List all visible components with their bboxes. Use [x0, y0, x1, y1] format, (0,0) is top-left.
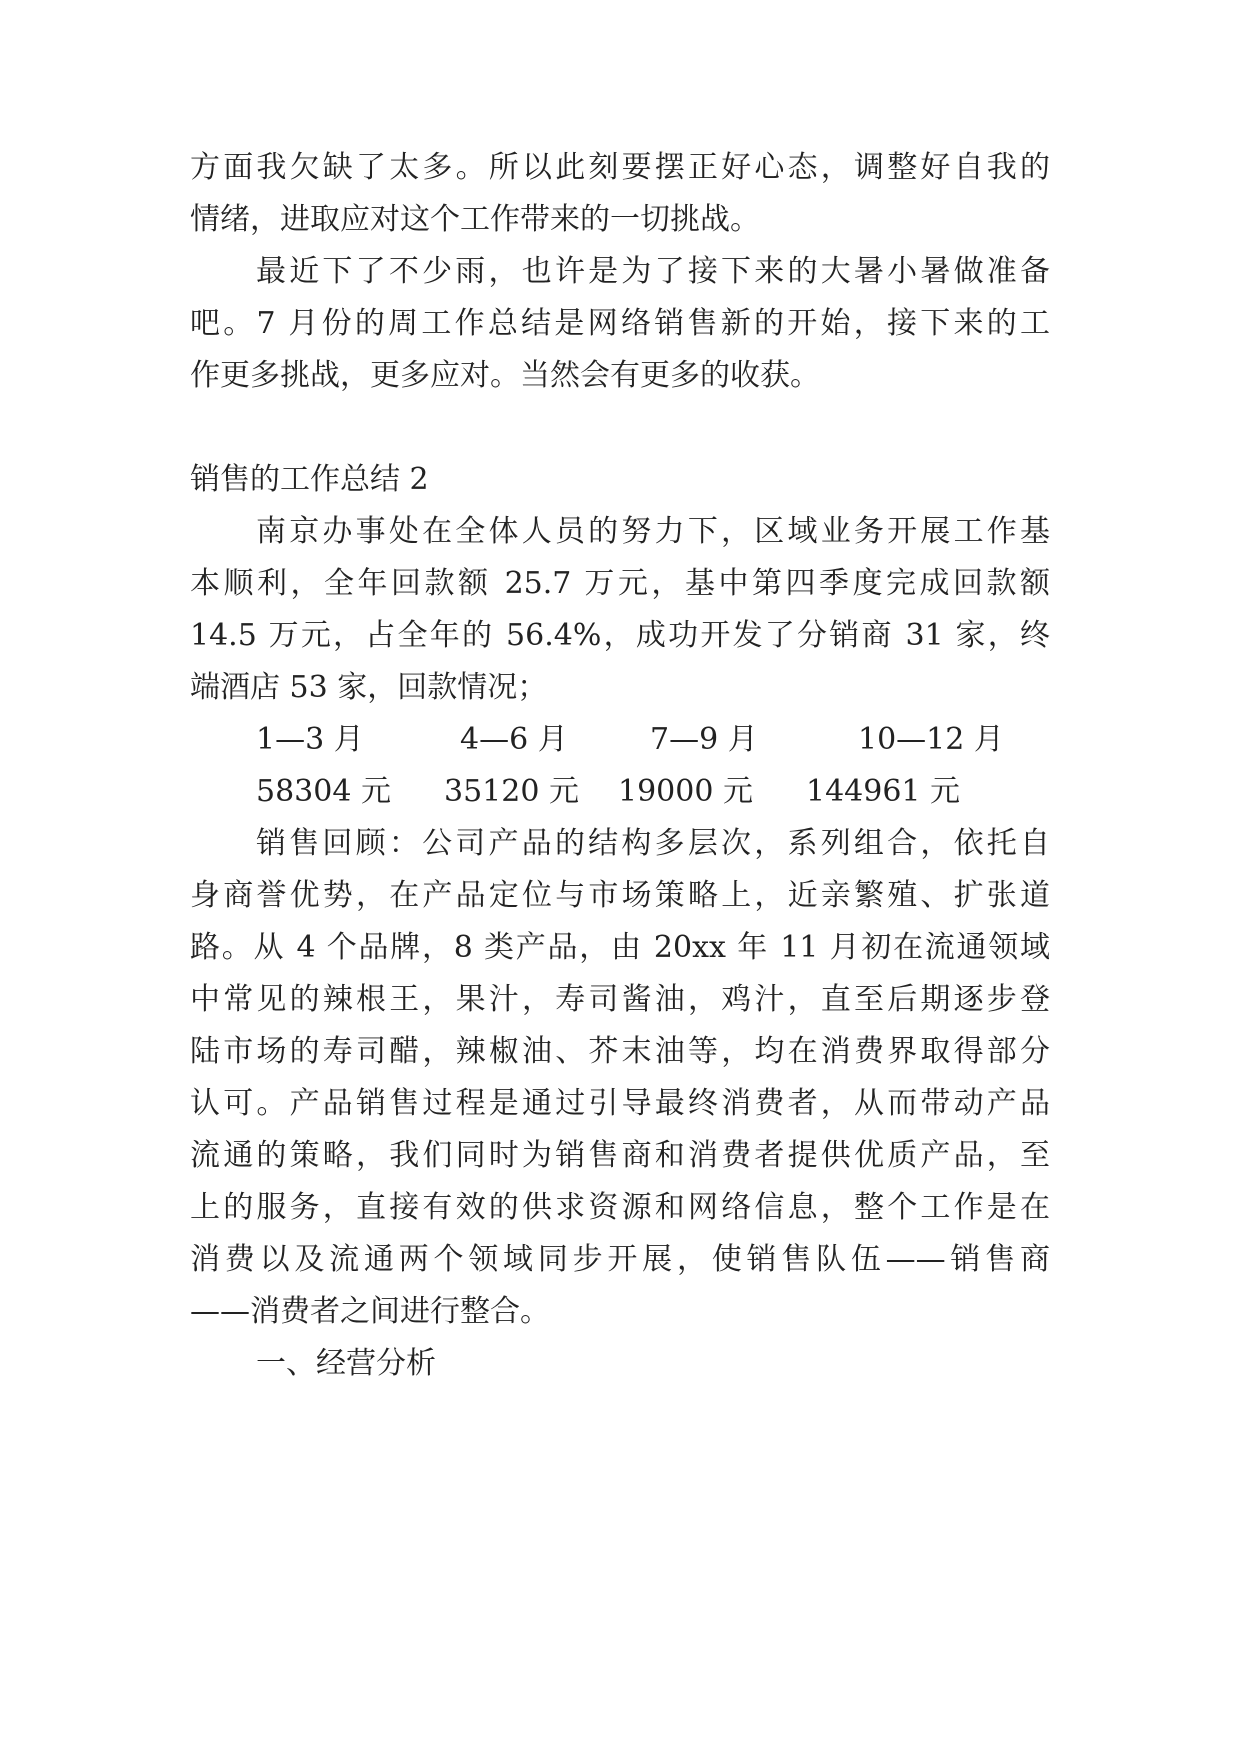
text-line: 流通的策略，我们同时为销售商和消费者提供优质产品，至 [190, 1138, 1050, 1173]
text-line: 陆市场的寿司醋，辣椒油、芥末油等，均在消费界取得部分 [190, 1034, 1050, 1069]
text-line: 端酒店 53 家，回款情况； [190, 670, 548, 705]
text-line: 14.5 万元，占全年的 56.4%，成功开发了分销商 31 家，终 [190, 618, 1050, 653]
text-line: 中常见的辣根王，果汁，寿司酱油，鸡汁，直至后期逐步登 [190, 982, 1050, 1017]
text-line: 路。从 4 个品牌，8 类产品，由 20xx 年 11 月初在流通领域 [190, 930, 1050, 965]
text-line: 吧。7 月份的周工作总结是网络销售新的开始，接下来的工 [190, 306, 1050, 341]
subheading: 一、经营分析 [256, 1346, 436, 1381]
amount-cell: 35120 元 [444, 774, 579, 809]
text-line: 情绪，进取应对这个工作带来的一切挑战。 [190, 202, 760, 237]
text-line: 最近下了不少雨，也许是为了接下来的大暑小暑做准备 [256, 254, 1050, 289]
period-cell: 1—3 月 [256, 722, 364, 757]
amount-cell: 19000 元 [618, 774, 753, 809]
text-line: 消费以及流通两个领域同步开展，使销售队伍——销售商 [190, 1242, 1050, 1277]
period-cell: 4—6 月 [460, 722, 568, 757]
amount-cell: 58304 元 [256, 774, 391, 809]
amount-cell: 144961 元 [806, 774, 961, 809]
text-line: 本顺利，全年回款额 25.7 万元，基中第四季度完成回款额 [190, 566, 1050, 601]
period-cell: 7—9 月 [650, 722, 758, 757]
text-line: 认可。产品销售过程是通过引导最终消费者，从而带动产品 [190, 1086, 1050, 1121]
text-line: 身商誉优势，在产品定位与市场策略上，近亲繁殖、扩张道 [190, 878, 1050, 913]
text-line: 上的服务，直接有效的供求资源和网络信息，整个工作是在 [190, 1190, 1050, 1225]
text-line: 南京办事处在全体人员的努力下，区域业务开展工作基 [256, 514, 1050, 549]
text-line: 销售回顾：公司产品的结构多层次，系列组合，依托自 [256, 826, 1050, 861]
period-cell: 10—12 月 [858, 722, 1004, 757]
text-line: 方面我欠缺了太多。所以此刻要摆正好心态，调整好自我的 [190, 150, 1050, 185]
text-line: 作更多挑战，更多应对。当然会有更多的收获。 [190, 358, 820, 393]
text-line: ——消费者之间进行整合。 [190, 1294, 550, 1329]
section-title: 销售的工作总结 2 [190, 462, 429, 497]
